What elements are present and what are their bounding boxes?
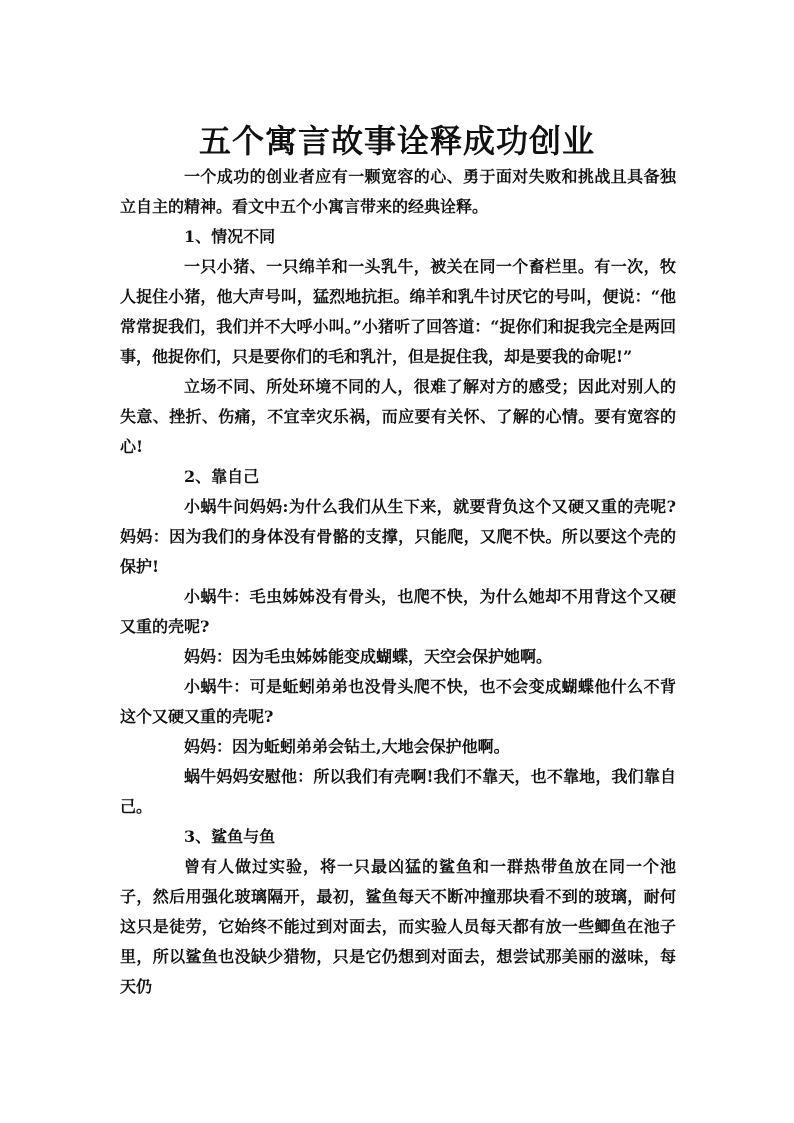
paragraph: 小蜗牛问妈妈:为什么我们从生下来，就要背负这个又硬又重的壳呢?妈妈：因为我们的身体没有骨骼的支撑，只能爬，又爬不快。所以要这个壳的保护! (120, 497, 676, 576)
section-heading-1: 1、情况不同 (184, 227, 276, 246)
section-heading-2: 2、靠自己 (184, 467, 260, 486)
paragraph: 立场不同、所处环境不同的人，很难了解对方的感受；因此对别人的失意、挫折、伤痛，不宜幸灾乐祸，而应要有关怀、了解的心情。要有宽容的心! (120, 377, 676, 456)
paragraph: 曾有人做过实验，将一只最凶猛的鲨鱼和一群热带鱼放在同一个池子，然后用强化玻璃隔开，最初，鲨鱼每天不断冲撞那块看不到的玻璃，耐何这只是徒劳，它始终不能过到对面去，而实验人员每天都有放一些鲫鱼在池子里，所以鲨鱼也没缺少猎物，只是它仍想到对面去，想尝试那美丽的滋味，每天仍 (120, 857, 676, 996)
paragraph: 小蜗牛：毛虫姊姊没有骨头，也爬不快，为什么她却不用背这个又硬又重的壳呢? (120, 587, 676, 636)
paragraph: 蜗牛妈妈安慰他：所以我们有壳啊!我们不靠天，也不靠地，我们靠自己。 (120, 767, 676, 816)
paragraph: 一只小猪、一只绵羊和一头乳牛，被关在同一个畜栏里。有一次，牧人捉住小猪，他大声号叫，猛烈地抗拒。绵羊和乳牛讨厌它的号叫，便说：“他常常捉我们，我们并不大呼小叫。”小猪听了回答道：“捉你们和捉我完全是两回事，他捉你们，只是要你们的毛和乳汁，但是捉住我，却是要我的命呢!” (120, 257, 676, 366)
paragraph: 小蜗牛：可是蚯蚓弟弟也没骨头爬不快，也不会变成蝴蝶他什么不背这个又硬又重的壳呢? (120, 677, 676, 726)
document-title: 五个寓言故事诠释成功创业 (198, 122, 595, 161)
paragraph: 妈妈：因为蚯蚓弟弟会钻土,大地会保护他啊。 (184, 737, 510, 756)
document-body (120, 162, 676, 1002)
paragraph: 妈妈：因为毛虫姊姊能变成蝴蝶，天空会保护她啊。 (184, 647, 553, 666)
paragraph-intro: 一个成功的创业者应有一颗宽容的心、勇于面对失败和挑战且具备独立自主的精神。看文中五个小寓言带来的经典诠释。 (120, 167, 676, 216)
section-heading-3: 3、鲨鱼与鱼 (184, 827, 276, 846)
